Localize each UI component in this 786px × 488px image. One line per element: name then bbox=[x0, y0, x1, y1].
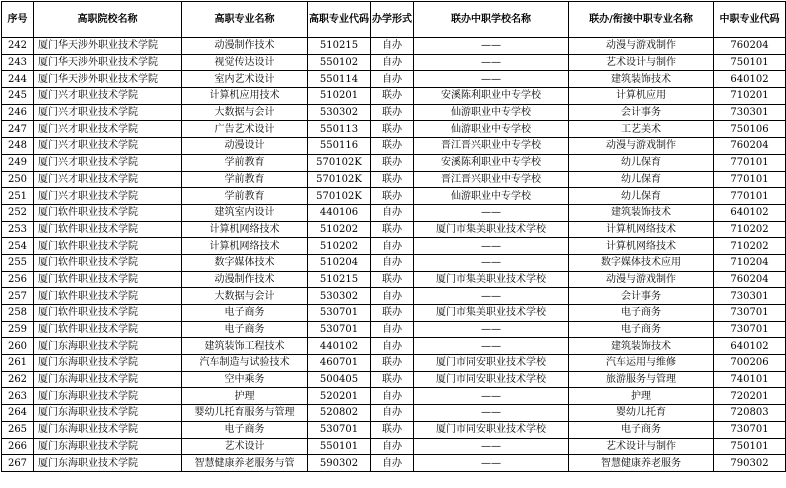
header-partner-school: 联办中职学校名称 bbox=[414, 2, 569, 38]
cell-secondary-major-code: 730701 bbox=[714, 305, 786, 322]
cell-secondary-major: 幼儿保育 bbox=[569, 188, 714, 205]
cell-college-name: 厦门东海职业技术学院 bbox=[34, 405, 182, 422]
cell-college-major: 电子商务 bbox=[182, 321, 308, 338]
header-college-major: 高职专业名称 bbox=[182, 2, 308, 38]
cell-secondary-major-code: 770101 bbox=[714, 171, 786, 188]
cell-college-name: 厦门软件职业技术学院 bbox=[34, 321, 182, 338]
cell-secondary-major-code: 720803 bbox=[714, 405, 786, 422]
cell-school-mode: 联办 bbox=[371, 271, 414, 288]
cell-college-major-code: 570102K bbox=[308, 188, 371, 205]
cell-secondary-major: 艺术设计与制作 bbox=[569, 438, 714, 455]
header-secondary-major: 联办/衔接中职专业名称 bbox=[569, 2, 714, 38]
table-row bbox=[2, 238, 786, 255]
cell-school-mode: 自办 bbox=[371, 71, 414, 88]
cell-partner-school: —— bbox=[414, 405, 569, 422]
cell-secondary-major-code: 770101 bbox=[714, 188, 786, 205]
cell-college-name: 厦门东海职业技术学院 bbox=[34, 388, 182, 405]
cell-school-mode: 联办 bbox=[371, 221, 414, 238]
cell-partner-school: —— bbox=[414, 388, 569, 405]
cell-college-major-code: 530701 bbox=[308, 421, 371, 438]
cell-college-major-code: 530701 bbox=[308, 305, 371, 322]
cell-college-major-code: 520201 bbox=[308, 388, 371, 405]
cell-partner-school: 仙游职业中专学校 bbox=[414, 188, 569, 205]
cell-school-mode: 自办 bbox=[371, 54, 414, 71]
cell-secondary-major: 婴幼儿托育 bbox=[569, 405, 714, 422]
cell-secondary-major: 电子商务 bbox=[569, 421, 714, 438]
cell-index: 251 bbox=[2, 188, 34, 205]
cell-college-major: 大数据与会计 bbox=[182, 104, 308, 121]
cell-secondary-major: 建筑装饰技术 bbox=[569, 71, 714, 88]
cell-secondary-major: 数字媒体技术应用 bbox=[569, 254, 714, 271]
cell-college-major-code: 550101 bbox=[308, 438, 371, 455]
cell-college-major: 视觉传达设计 bbox=[182, 54, 308, 71]
cell-secondary-major: 电子商务 bbox=[569, 305, 714, 322]
cell-partner-school: 安溪陈利职业中专学校 bbox=[414, 154, 569, 171]
cell-college-major-code: 550116 bbox=[308, 138, 371, 155]
table-row bbox=[2, 271, 786, 288]
cell-secondary-major-code: 640102 bbox=[714, 338, 786, 355]
cell-secondary-major-code: 640102 bbox=[714, 204, 786, 221]
table-row bbox=[2, 388, 786, 405]
cell-college-name: 厦门东海职业技术学院 bbox=[34, 355, 182, 372]
cell-school-mode: 联办 bbox=[371, 138, 414, 155]
cell-partner-school: —— bbox=[414, 204, 569, 221]
cell-secondary-major-code: 730701 bbox=[714, 421, 786, 438]
cell-secondary-major-code: 720201 bbox=[714, 388, 786, 405]
cell-college-major-code: 510215 bbox=[308, 271, 371, 288]
cell-college-major-code: 530302 bbox=[308, 104, 371, 121]
cell-secondary-major: 会计事务 bbox=[569, 104, 714, 121]
cell-school-mode: 自办 bbox=[371, 321, 414, 338]
cell-college-major: 婴幼儿托育服务与管理 bbox=[182, 405, 308, 422]
cell-index: 260 bbox=[2, 338, 34, 355]
cell-index: 263 bbox=[2, 388, 34, 405]
cell-secondary-major: 护理 bbox=[569, 388, 714, 405]
table-row bbox=[2, 104, 786, 121]
table-row bbox=[2, 254, 786, 271]
cell-school-mode: 自办 bbox=[371, 238, 414, 255]
cell-secondary-major-code: 710204 bbox=[714, 254, 786, 271]
cell-index: 242 bbox=[2, 38, 34, 55]
cell-college-major: 空中乘务 bbox=[182, 371, 308, 388]
cell-index: 249 bbox=[2, 154, 34, 171]
table-row bbox=[2, 88, 786, 105]
cell-college-name: 厦门软件职业技术学院 bbox=[34, 238, 182, 255]
cell-college-major-code: 500405 bbox=[308, 371, 371, 388]
cell-college-major-code: 460701 bbox=[308, 355, 371, 372]
cell-partner-school: —— bbox=[414, 71, 569, 88]
cell-index: 252 bbox=[2, 204, 34, 221]
cell-index: 265 bbox=[2, 421, 34, 438]
cell-school-mode: 联办 bbox=[371, 355, 414, 372]
cell-college-major-code: 550102 bbox=[308, 54, 371, 71]
cell-index: 262 bbox=[2, 371, 34, 388]
cell-school-mode: 自办 bbox=[371, 254, 414, 271]
cell-partner-school: —— bbox=[414, 338, 569, 355]
cell-college-name: 厦门兴才职业技术学院 bbox=[34, 171, 182, 188]
cell-partner-school: —— bbox=[414, 288, 569, 305]
cell-index: 243 bbox=[2, 54, 34, 71]
cell-college-major: 电子商务 bbox=[182, 421, 308, 438]
cell-school-mode: 自办 bbox=[371, 38, 414, 55]
cell-school-mode: 自办 bbox=[371, 204, 414, 221]
cell-secondary-major: 动漫与游戏制作 bbox=[569, 271, 714, 288]
cell-college-name: 厦门东海职业技术学院 bbox=[34, 338, 182, 355]
cell-college-major-code: 440106 bbox=[308, 204, 371, 221]
cell-college-name: 厦门东海职业技术学院 bbox=[34, 455, 182, 472]
cell-college-name: 厦门兴才职业技术学院 bbox=[34, 104, 182, 121]
cell-school-mode: 自办 bbox=[371, 405, 414, 422]
cell-college-major: 大数据与会计 bbox=[182, 288, 308, 305]
cell-index: 245 bbox=[2, 88, 34, 105]
cell-partner-school: 厦门市集美职业技术学校 bbox=[414, 305, 569, 322]
header-row bbox=[2, 2, 786, 38]
cell-secondary-major: 建筑装饰技术 bbox=[569, 204, 714, 221]
cell-college-major-code: 520802 bbox=[308, 405, 371, 422]
cell-secondary-major: 幼儿保育 bbox=[569, 154, 714, 171]
cell-college-major: 广告艺术设计 bbox=[182, 121, 308, 138]
cell-school-mode: 联办 bbox=[371, 154, 414, 171]
cell-secondary-major: 艺术设计与制作 bbox=[569, 54, 714, 71]
cell-college-name: 厦门华天涉外职业技术学院 bbox=[34, 54, 182, 71]
cell-partner-school: —— bbox=[414, 438, 569, 455]
cell-secondary-major: 电子商务 bbox=[569, 321, 714, 338]
cell-school-mode: 联办 bbox=[371, 171, 414, 188]
table-row bbox=[2, 121, 786, 138]
table-row bbox=[2, 188, 786, 205]
cell-school-mode: 自办 bbox=[371, 438, 414, 455]
cell-college-major-code: 510202 bbox=[308, 221, 371, 238]
cell-school-mode: 自办 bbox=[371, 388, 414, 405]
cell-secondary-major-code: 710202 bbox=[714, 238, 786, 255]
cell-partner-school: 仙游职业中专学校 bbox=[414, 121, 569, 138]
cell-college-major-code: 510204 bbox=[308, 254, 371, 271]
cell-secondary-major-code: 760204 bbox=[714, 138, 786, 155]
cell-school-mode: 自办 bbox=[371, 338, 414, 355]
cell-college-major-code: 530302 bbox=[308, 288, 371, 305]
table-row bbox=[2, 355, 786, 372]
cell-secondary-major: 工艺美术 bbox=[569, 121, 714, 138]
cell-college-name: 厦门软件职业技术学院 bbox=[34, 288, 182, 305]
cell-partner-school: —— bbox=[414, 54, 569, 71]
header-college-name: 高职院校名称 bbox=[34, 2, 182, 38]
table-row bbox=[2, 38, 786, 55]
cell-secondary-major-code: 710202 bbox=[714, 221, 786, 238]
cell-college-major: 计算机网络技术 bbox=[182, 221, 308, 238]
cell-secondary-major-code: 730301 bbox=[714, 288, 786, 305]
cell-college-name: 厦门兴才职业技术学院 bbox=[34, 154, 182, 171]
cell-partner-school: 厦门市同安职业技术学校 bbox=[414, 421, 569, 438]
cell-college-major: 动漫制作技术 bbox=[182, 271, 308, 288]
cell-partner-school: 仙游职业中专学校 bbox=[414, 104, 569, 121]
cell-secondary-major-code: 770101 bbox=[714, 154, 786, 171]
cell-index: 254 bbox=[2, 238, 34, 255]
cell-secondary-major-code: 760204 bbox=[714, 271, 786, 288]
header-college-major-code: 高职专业代码 bbox=[308, 2, 371, 38]
cell-secondary-major: 旅游服务与管理 bbox=[569, 371, 714, 388]
cell-secondary-major-code: 740101 bbox=[714, 371, 786, 388]
cell-index: 253 bbox=[2, 221, 34, 238]
cell-index: 244 bbox=[2, 71, 34, 88]
cell-college-name: 厦门华天涉外职业技术学院 bbox=[34, 38, 182, 55]
cell-college-major-code: 570102K bbox=[308, 154, 371, 171]
cell-college-major: 建筑室内设计 bbox=[182, 204, 308, 221]
table-row bbox=[2, 338, 786, 355]
cell-secondary-major-code: 710201 bbox=[714, 88, 786, 105]
cell-partner-school: 厦门市同安职业技术学校 bbox=[414, 371, 569, 388]
cell-college-major: 计算机网络技术 bbox=[182, 238, 308, 255]
cell-school-mode: 联办 bbox=[371, 421, 414, 438]
cell-secondary-major: 计算机网络技术 bbox=[569, 238, 714, 255]
cell-school-mode: 自办 bbox=[371, 288, 414, 305]
table-row bbox=[2, 288, 786, 305]
cell-college-name: 厦门东海职业技术学院 bbox=[34, 421, 182, 438]
cell-partner-school: —— bbox=[414, 238, 569, 255]
cell-college-major: 数字媒体技术 bbox=[182, 254, 308, 271]
cell-school-mode: 联办 bbox=[371, 88, 414, 105]
cell-college-name: 厦门东海职业技术学院 bbox=[34, 371, 182, 388]
cell-college-major-code: 550113 bbox=[308, 121, 371, 138]
cell-partner-school: 厦门市同安职业技术学校 bbox=[414, 355, 569, 372]
table-row bbox=[2, 405, 786, 422]
cell-secondary-major: 计算机应用 bbox=[569, 88, 714, 105]
cell-school-mode: 联办 bbox=[371, 305, 414, 322]
cell-college-name: 厦门软件职业技术学院 bbox=[34, 221, 182, 238]
cell-secondary-major-code: 750106 bbox=[714, 121, 786, 138]
cell-partner-school: 晋江晋兴职业中专学校 bbox=[414, 171, 569, 188]
cell-college-name: 厦门华天涉外职业技术学院 bbox=[34, 71, 182, 88]
table-row bbox=[2, 171, 786, 188]
cell-index: 247 bbox=[2, 121, 34, 138]
table-row bbox=[2, 204, 786, 221]
cell-index: 246 bbox=[2, 104, 34, 121]
cell-index: 266 bbox=[2, 438, 34, 455]
cell-partner-school: 安溪陈利职业中专学校 bbox=[414, 88, 569, 105]
table-row bbox=[2, 138, 786, 155]
cell-secondary-major-code: 700206 bbox=[714, 355, 786, 372]
cell-college-major-code: 590302 bbox=[308, 455, 371, 472]
cell-index: 248 bbox=[2, 138, 34, 155]
cell-college-major: 计算机应用技术 bbox=[182, 88, 308, 105]
cell-college-name: 厦门软件职业技术学院 bbox=[34, 204, 182, 221]
cell-college-major-code: 510215 bbox=[308, 38, 371, 55]
cell-college-name: 厦门软件职业技术学院 bbox=[34, 271, 182, 288]
cell-partner-school: —— bbox=[414, 455, 569, 472]
cell-secondary-major-code: 760204 bbox=[714, 38, 786, 55]
cell-college-major: 智慧健康养老服务与管 bbox=[182, 455, 308, 472]
cell-college-name: 厦门软件职业技术学院 bbox=[34, 254, 182, 271]
table-row bbox=[2, 455, 786, 472]
cell-secondary-major-code: 640102 bbox=[714, 71, 786, 88]
cell-college-major: 电子商务 bbox=[182, 305, 308, 322]
table-row bbox=[2, 305, 786, 322]
cell-index: 258 bbox=[2, 305, 34, 322]
cell-index: 257 bbox=[2, 288, 34, 305]
cell-secondary-major: 计算机网络技术 bbox=[569, 221, 714, 238]
cell-partner-school: —— bbox=[414, 321, 569, 338]
cell-secondary-major: 智慧健康养老服务 bbox=[569, 455, 714, 472]
table-row bbox=[2, 421, 786, 438]
cell-college-name: 厦门兴才职业技术学院 bbox=[34, 188, 182, 205]
cell-school-mode: 联办 bbox=[371, 121, 414, 138]
cell-college-major-code: 440102 bbox=[308, 338, 371, 355]
cell-college-major: 建筑装饰工程技术 bbox=[182, 338, 308, 355]
cell-index: 267 bbox=[2, 455, 34, 472]
cell-college-major-code: 530701 bbox=[308, 321, 371, 338]
cell-college-major: 艺术设计 bbox=[182, 438, 308, 455]
cell-college-name: 厦门兴才职业技术学院 bbox=[34, 138, 182, 155]
cell-college-major: 动漫设计 bbox=[182, 138, 308, 155]
table-row bbox=[2, 154, 786, 171]
cell-partner-school: —— bbox=[414, 38, 569, 55]
cell-index: 261 bbox=[2, 355, 34, 372]
cell-college-name: 厦门兴才职业技术学院 bbox=[34, 88, 182, 105]
cell-secondary-major-code: 730701 bbox=[714, 321, 786, 338]
cell-secondary-major: 汽车运用与维修 bbox=[569, 355, 714, 372]
table-row bbox=[2, 438, 786, 455]
cell-college-name: 厦门软件职业技术学院 bbox=[34, 305, 182, 322]
cell-secondary-major: 会计事务 bbox=[569, 288, 714, 305]
header-secondary-major-code: 中职专业代码 bbox=[714, 2, 786, 38]
cell-partner-school: —— bbox=[414, 254, 569, 271]
header-index: 序号 bbox=[2, 2, 34, 38]
cell-index: 250 bbox=[2, 171, 34, 188]
cell-school-mode: 自办 bbox=[371, 455, 414, 472]
cell-secondary-major-code: 750101 bbox=[714, 438, 786, 455]
cell-secondary-major: 动漫与游戏制作 bbox=[569, 138, 714, 155]
table-row bbox=[2, 371, 786, 388]
cell-secondary-major: 动漫与游戏制作 bbox=[569, 38, 714, 55]
table-row bbox=[2, 321, 786, 338]
cell-index: 255 bbox=[2, 254, 34, 271]
cell-college-major-code: 570102K bbox=[308, 171, 371, 188]
cell-college-major: 室内艺术设计 bbox=[182, 71, 308, 88]
cell-college-name: 厦门兴才职业技术学院 bbox=[34, 121, 182, 138]
cell-college-major: 学前教育 bbox=[182, 188, 308, 205]
cell-secondary-major-code: 730301 bbox=[714, 104, 786, 121]
cell-partner-school: 晋江晋兴职业中专学校 bbox=[414, 138, 569, 155]
cell-secondary-major-code: 790302 bbox=[714, 455, 786, 472]
cell-college-name: 厦门东海职业技术学院 bbox=[34, 438, 182, 455]
cell-index: 256 bbox=[2, 271, 34, 288]
cell-college-major: 汽车制造与试验技术 bbox=[182, 355, 308, 372]
cell-school-mode: 联办 bbox=[371, 371, 414, 388]
cell-partner-school: 厦门市集美职业技术学校 bbox=[414, 271, 569, 288]
cell-school-mode: 联办 bbox=[371, 188, 414, 205]
enrollment-table bbox=[1, 1, 786, 472]
cell-secondary-major-code: 750101 bbox=[714, 54, 786, 71]
table-row bbox=[2, 71, 786, 88]
cell-index: 264 bbox=[2, 405, 34, 422]
table-row bbox=[2, 54, 786, 71]
cell-college-major-code: 510201 bbox=[308, 88, 371, 105]
cell-college-major-code: 550114 bbox=[308, 71, 371, 88]
cell-school-mode: 联办 bbox=[371, 104, 414, 121]
cell-college-major: 护理 bbox=[182, 388, 308, 405]
cell-secondary-major: 建筑装饰技术 bbox=[569, 338, 714, 355]
cell-index: 259 bbox=[2, 321, 34, 338]
cell-secondary-major: 幼儿保育 bbox=[569, 171, 714, 188]
table-row bbox=[2, 221, 786, 238]
cell-college-major-code: 510202 bbox=[308, 238, 371, 255]
header-school-mode: 办学形式 bbox=[371, 2, 414, 38]
cell-college-major: 学前教育 bbox=[182, 171, 308, 188]
cell-college-major: 学前教育 bbox=[182, 154, 308, 171]
cell-partner-school: 厦门市集美职业技术学校 bbox=[414, 221, 569, 238]
cell-college-major: 动漫制作技术 bbox=[182, 38, 308, 55]
